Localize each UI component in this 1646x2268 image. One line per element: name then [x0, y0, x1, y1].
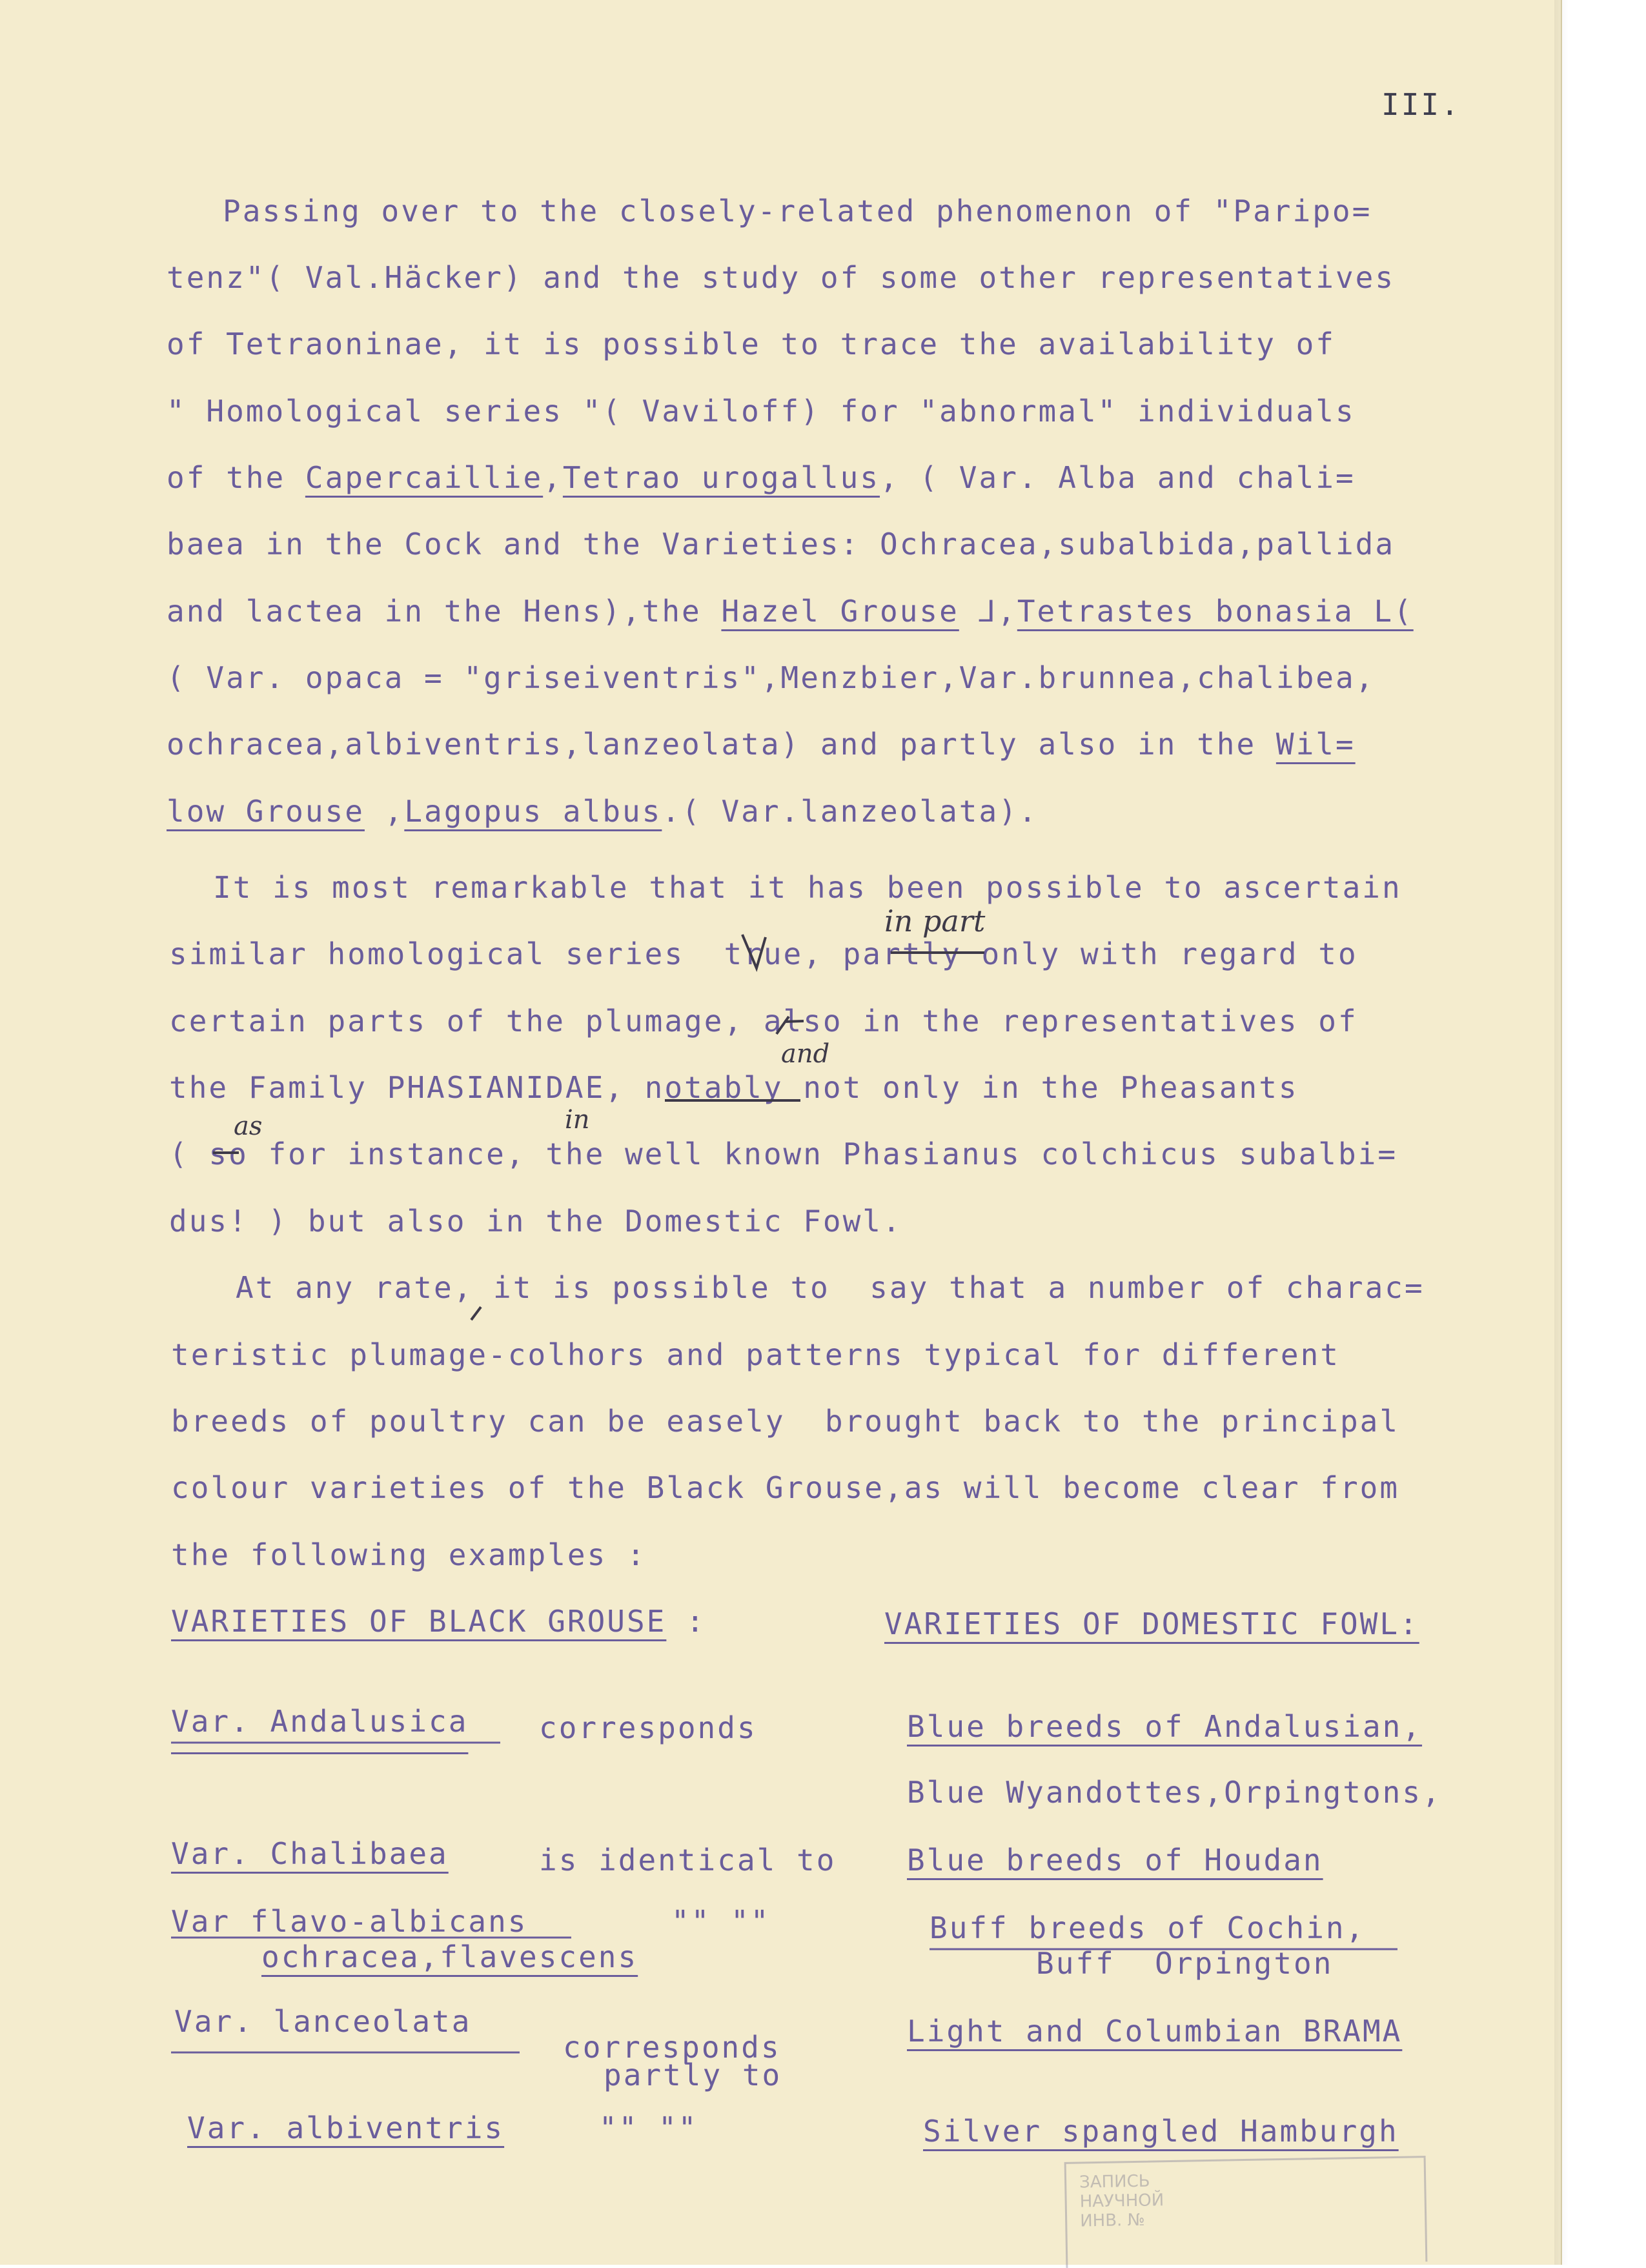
handwritten-as: as	[234, 1111, 263, 1141]
handwritten-in-part: in part	[884, 904, 986, 938]
buff-cochin: Buff breeds of Cochin,	[930, 1910, 1366, 1945]
text-line-9: ochracea,albiventris,lanzeolata) and partly also in the Wil=	[167, 727, 1356, 762]
var-andalusica: Var. Andalusica	[171, 1704, 469, 1739]
text-line-4: " Homological series "( Vaviloff) for "abnormal" individuals	[167, 394, 1356, 429]
p3-line-5: the following examples :	[171, 1537, 647, 1572]
text-line-1: Passing over to the closely-related phenomenon of "Paripo=	[223, 194, 1372, 228]
light-columbian-brama: Light and Columbian BRAMA	[907, 2014, 1403, 2049]
underlined-lagopus-albus: Lagopus albus	[404, 794, 662, 829]
p2-line-5: ( so for instance, the well known Phasianus colchicus subalbi=	[169, 1137, 1398, 1171]
p2-line-3: certain parts of the plumage, also in the representatives of	[169, 1004, 1358, 1038]
var-flavo-albicans: Var flavo-albicans	[171, 1904, 528, 1939]
ditto-2: "" ""	[599, 2111, 698, 2145]
blue-wyandottes: Blue Wyandottes,Orpingtons,	[907, 1775, 1442, 1810]
silver-spangled-hamburgh: Silver spangled Hamburgh	[923, 2114, 1399, 2149]
var-lanceolata: Var. lanceolata	[174, 2004, 472, 2039]
text-line-6: baea in the Cock and the Varieties: Ochracea,subalbida,pallida	[167, 527, 1396, 562]
page-number: III.	[1381, 87, 1461, 122]
p3-line-4: colour varieties of the Black Grouse,as will become clear from	[171, 1470, 1400, 1505]
text-line-5: of the Capercaillie,Tetrao urogallus, ( Var. Alba and chali=	[167, 460, 1356, 495]
p2-line-4: the Family PHASIANIDAE, notably not only in the Pheasants	[169, 1070, 1299, 1105]
text-line-3: of Tetraoninae, it is possible to trace the availability of	[167, 327, 1336, 361]
p3-line-2: teristic plumage-colhors and patterns typical for different	[171, 1337, 1340, 1372]
p2-line-2: similar homological series true, partly only with regard to	[169, 937, 1358, 971]
identical-to: is identical to	[539, 1843, 837, 1878]
underlined-tetrao-urogallus: Tetrao urogallus	[562, 460, 880, 495]
var-chalibaea: Var. Chalibaea	[171, 1836, 449, 1871]
archive-stamp: ЗАПИСЬ НАУЧНОЙ ИНВ. №	[1064, 2156, 1428, 2268]
var-albiventris: Var. albiventris	[187, 2111, 505, 2145]
underlined-tetrastes-bonasia: Tetrastes bonasia L(	[1017, 594, 1414, 629]
underlined-hazel-grouse: Hazel Grouse	[721, 594, 959, 629]
ochracea-flavescens: ochracea,flavescens	[261, 1939, 638, 1974]
underlined-low-grouse: low Grouse	[167, 794, 365, 829]
p2-line-6: dus! ) but also in the Domestic Fowl.	[169, 1204, 902, 1239]
text-line-7: and lactea in the Hens),the Hazel Grouse ⅃,Tetrastes bonasia L(	[167, 594, 1414, 629]
p2-line-1: It is most remarkable that it has been possible to ascertain	[213, 870, 1402, 905]
heading-black-grouse: VARIETIES OF BLACK GROUSE :	[171, 1604, 706, 1639]
p3-line-1: At any rate, it is possible to say that a number of charac=	[236, 1270, 1425, 1305]
text-line-10: low Grouse ,Lagopus albus.( Var.lanzeolata).	[167, 794, 1039, 829]
blue-andalusian: Blue breeds of Andalusian,	[907, 1709, 1423, 1744]
blue-houdan: Blue breeds of Houdan	[907, 1843, 1323, 1878]
ditto-1: "" ""	[671, 1904, 771, 1939]
p3-line-3: breeds of poultry can be easely brought back to the principal	[171, 1404, 1400, 1439]
handwritten-and: and	[781, 1039, 830, 1069]
corresponds-1: corresponds	[539, 1710, 757, 1745]
heading-domestic-fowl: VARIETIES OF DOMESTIC FOWL:	[884, 1606, 1419, 1641]
handwritten-in: in	[565, 1105, 590, 1135]
corresponds-2: corresponds	[563, 2030, 781, 2065]
text-line-8: ( Var. opaca = "griseiventris",Menzbier,Var.brunnea,chalibea,	[167, 660, 1376, 695]
underlined-wil: Wil=	[1275, 727, 1356, 762]
buff-orpington: Buff Orpington	[1036, 1946, 1334, 1981]
text-line-2: tenz"( Val.Häcker) and the study of some other representatives	[167, 260, 1396, 295]
underlined-capercaillie: Capercaillie	[305, 460, 544, 495]
partly-to: partly to	[604, 2058, 782, 2092]
